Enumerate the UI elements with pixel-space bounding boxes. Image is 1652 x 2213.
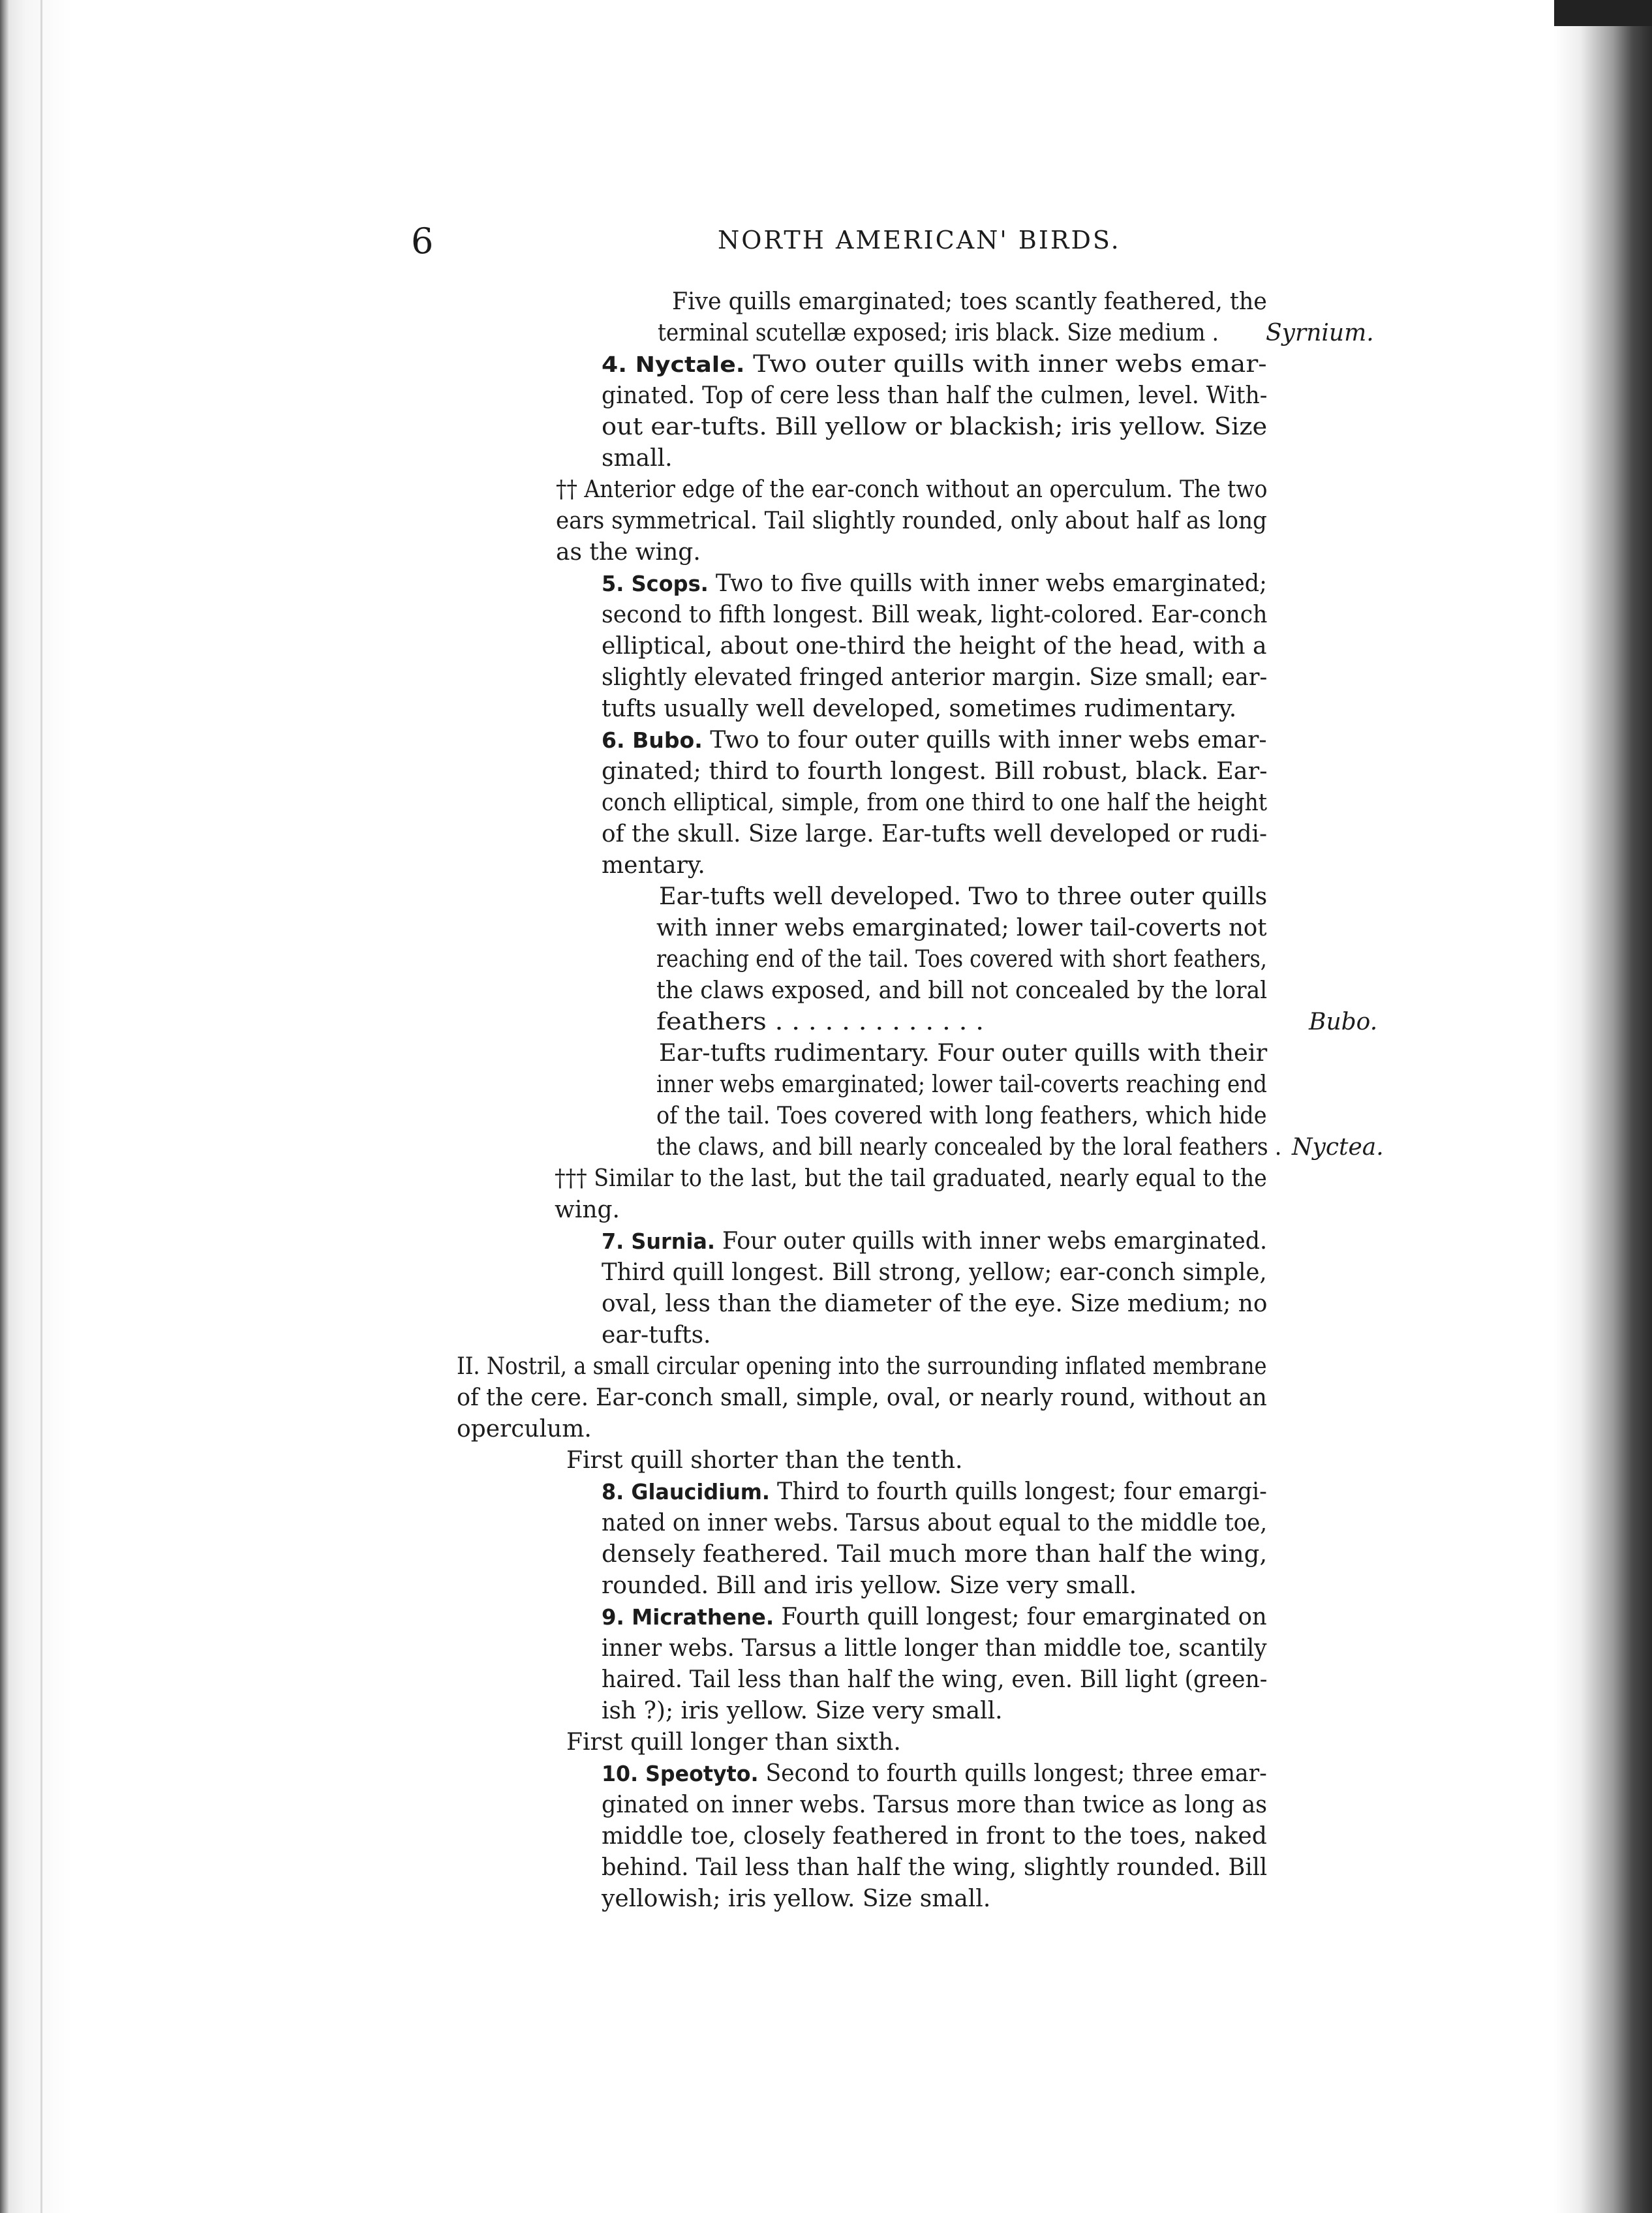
text-line xyxy=(602,350,1267,380)
running-title: NORTH AMERICAN' BIRDS. xyxy=(718,226,1121,254)
text-line xyxy=(602,569,1267,599)
genus-key-label: Syrnium. xyxy=(1266,320,1374,346)
text-line xyxy=(602,1790,1267,1820)
text-line xyxy=(602,444,673,474)
line-text: the claws exposed, and bill not concealed by the loral xyxy=(656,977,1268,1004)
text-line xyxy=(656,945,1267,975)
line-text: out ear-tufts. Bill yellow or blackish; iris yellow. Size xyxy=(602,414,1268,440)
page-gutter-line xyxy=(40,0,42,2213)
line-text: of the tail. Toes covered with long feathers, which hide xyxy=(656,1103,1267,1129)
text-line xyxy=(602,1822,1267,1852)
text-line xyxy=(566,1446,962,1476)
line-text: Second to fourth quills longest; three emar- xyxy=(758,1760,1267,1787)
line-text: middle toe, closely feathered in front to the toes, naked xyxy=(602,1823,1267,1850)
line-text: Four outer quills with inner webs emarginated. xyxy=(714,1228,1268,1255)
line-text: II. Nostril, a small circular opening into the surrounding inflated membrane xyxy=(457,1353,1267,1380)
text-line xyxy=(656,1070,1267,1100)
text-line xyxy=(602,694,1236,724)
text-line xyxy=(602,788,1267,818)
text-line xyxy=(602,819,1267,849)
line-text: ears symmetrical. Tail slightly rounded, only about half as long xyxy=(556,508,1267,534)
text-line xyxy=(602,412,1267,442)
text-line xyxy=(602,851,705,881)
text-line xyxy=(602,632,1267,662)
text-line xyxy=(656,913,1267,943)
text-line xyxy=(602,1853,1267,1883)
line-text: Third quill longest. Bill strong, yellow; ear-conch simple, xyxy=(602,1259,1267,1286)
genus-name: 9. Micrathene. xyxy=(602,1604,774,1630)
text-line xyxy=(602,1540,1267,1570)
text-line xyxy=(602,663,1267,693)
text-line xyxy=(602,1665,1267,1695)
page-right-edge xyxy=(1554,0,1652,2213)
text-line xyxy=(555,1195,620,1225)
line-text: with inner webs emarginated; lower tail-coverts not xyxy=(656,915,1267,941)
line-text: Five quills emarginated; toes scantly feathered, the xyxy=(672,288,1267,315)
line-text: small. xyxy=(602,445,673,472)
text-line xyxy=(656,1133,1281,1163)
line-text: First quill longer than sixth. xyxy=(566,1729,901,1756)
text-line xyxy=(457,1383,1267,1413)
line-text: elliptical, about one-third the height of the head, with a xyxy=(602,633,1267,660)
line-text: terminal scutellæ exposed; iris black. Size medium . xyxy=(658,320,1219,346)
text-line xyxy=(602,1571,1137,1601)
text-line xyxy=(602,1258,1267,1288)
running-head xyxy=(411,221,1292,266)
page-number: 6 xyxy=(411,221,434,262)
line-text: as the wing. xyxy=(556,539,701,566)
page-corner-shadow xyxy=(1554,0,1652,26)
text-line xyxy=(602,600,1267,630)
line-text: Third to fourth quills longest; four emargi- xyxy=(770,1478,1267,1505)
line-text: of the skull. Size large. Ear-tufts well developed or rudi- xyxy=(602,821,1268,847)
line-text: reaching end of the tail. Toes covered with short feathers, xyxy=(656,946,1267,973)
line-text: mentary. xyxy=(602,852,705,879)
line-text: First quill shorter than the tenth. xyxy=(566,1447,963,1474)
genus-name: 10. Speotyto. xyxy=(602,1761,759,1786)
text-line xyxy=(602,1508,1267,1538)
text-line xyxy=(457,1352,1267,1382)
text-line xyxy=(602,1884,990,1914)
line-text: Ear-tufts well developed. Two to three outer quills xyxy=(659,883,1268,910)
text-line xyxy=(656,976,1267,1006)
line-text: ginated; third to fourth longest. Bill robust, black. Ear- xyxy=(602,758,1268,785)
text-line xyxy=(602,757,1267,787)
line-text: wing. xyxy=(555,1197,620,1223)
line-text: inner webs emarginated; lower tail-coverts reaching end xyxy=(656,1071,1267,1098)
text-line xyxy=(602,381,1267,411)
text-line xyxy=(659,1039,1267,1069)
line-text: haired. Tail less than half the wing, even. Bill light (green- xyxy=(602,1666,1268,1693)
text-line xyxy=(556,538,701,568)
text-line xyxy=(602,1227,1267,1257)
line-text: inner webs. Tarsus a little longer than middle toe, scantily xyxy=(602,1635,1267,1662)
line-text: Ear-tufts rudimentary. Four outer quills with their xyxy=(659,1040,1268,1067)
line-text: ginated. Top of cere less than half the culmen, level. With- xyxy=(602,382,1268,409)
line-text: ish ?); iris yellow. Size very small. xyxy=(602,1698,1003,1724)
text-line xyxy=(656,1007,984,1037)
line-text: tufts usually well developed, sometimes rudimentary. xyxy=(602,695,1237,722)
line-text: operculum. xyxy=(457,1416,592,1442)
line-text: second to fifth longest. Bill weak, light-colored. Ear-conch xyxy=(602,602,1268,628)
text-line xyxy=(556,475,1267,505)
text-line xyxy=(556,506,1267,536)
line-text: behind. Tail less than half the wing, slightly rounded. Bill xyxy=(602,1854,1268,1881)
line-text: Two outer quills with inner webs emar- xyxy=(744,351,1267,378)
text-line xyxy=(672,287,1267,317)
text-line xyxy=(602,1477,1267,1507)
text-line xyxy=(457,1414,592,1444)
text-line xyxy=(602,1320,711,1351)
line-text: the claws, and bill nearly concealed by the loral feathers . xyxy=(656,1134,1282,1161)
text-line xyxy=(602,1634,1267,1664)
text-line xyxy=(566,1728,901,1758)
line-text: yellowish; iris yellow. Size small. xyxy=(602,1885,991,1912)
text-line xyxy=(602,1696,1003,1726)
text-line xyxy=(602,725,1267,755)
page-left-edge xyxy=(0,0,72,2213)
line-text: †† Anterior edge of the ear-conch without an operculum. The two xyxy=(556,476,1268,503)
line-text: Fourth quill longest; four emarginated on xyxy=(774,1604,1267,1630)
line-text: of the cere. Ear-conch small, simple, oval, or nearly round, without an xyxy=(457,1384,1267,1411)
text-line xyxy=(659,882,1267,912)
line-text: Two to four outer quills with inner webs emar- xyxy=(702,727,1267,754)
line-text: feathers . . . . . . . . . . . . . xyxy=(656,1009,985,1035)
genus-name: 5. Scops. xyxy=(602,571,709,596)
line-text: Two to five quills with inner webs emarginated; xyxy=(708,570,1267,597)
line-text: nated on inner webs. Tarsus about equal to the middle toe, xyxy=(602,1510,1268,1536)
genus-name: 7. Surnia. xyxy=(602,1229,715,1254)
line-text: conch elliptical, simple, from one third to one half the height xyxy=(602,789,1268,816)
genus-name: 8. Glaucidium. xyxy=(602,1479,771,1504)
line-text: ear-tufts. xyxy=(602,1322,711,1349)
line-text: oval, less than the diameter of the eye. Size medium; no xyxy=(602,1290,1268,1317)
text-line xyxy=(658,318,1219,348)
line-text: ginated on inner webs. Tarsus more than twice as long as xyxy=(602,1792,1267,1818)
line-text: densely feathered. Tail much more than half the wing, xyxy=(602,1541,1268,1568)
line-text: slightly elevated fringed anterior margin. Size small; ear- xyxy=(602,664,1268,691)
line-text: rounded. Bill and iris yellow. Size very small. xyxy=(602,1572,1137,1599)
genus-name: 6. Bubo. xyxy=(602,727,703,753)
genus-key-label: Nyctea. xyxy=(1292,1134,1384,1161)
line-text: ††† Similar to the last, but the tail graduated, nearly equal to the xyxy=(555,1165,1267,1192)
text-line xyxy=(656,1101,1267,1131)
text-line xyxy=(602,1289,1267,1319)
text-line xyxy=(602,1759,1267,1789)
text-line xyxy=(602,1602,1267,1632)
text-line xyxy=(555,1164,1267,1194)
genus-name: 4. Nyctale. xyxy=(602,352,745,377)
genus-key-label: Bubo. xyxy=(1309,1009,1378,1035)
